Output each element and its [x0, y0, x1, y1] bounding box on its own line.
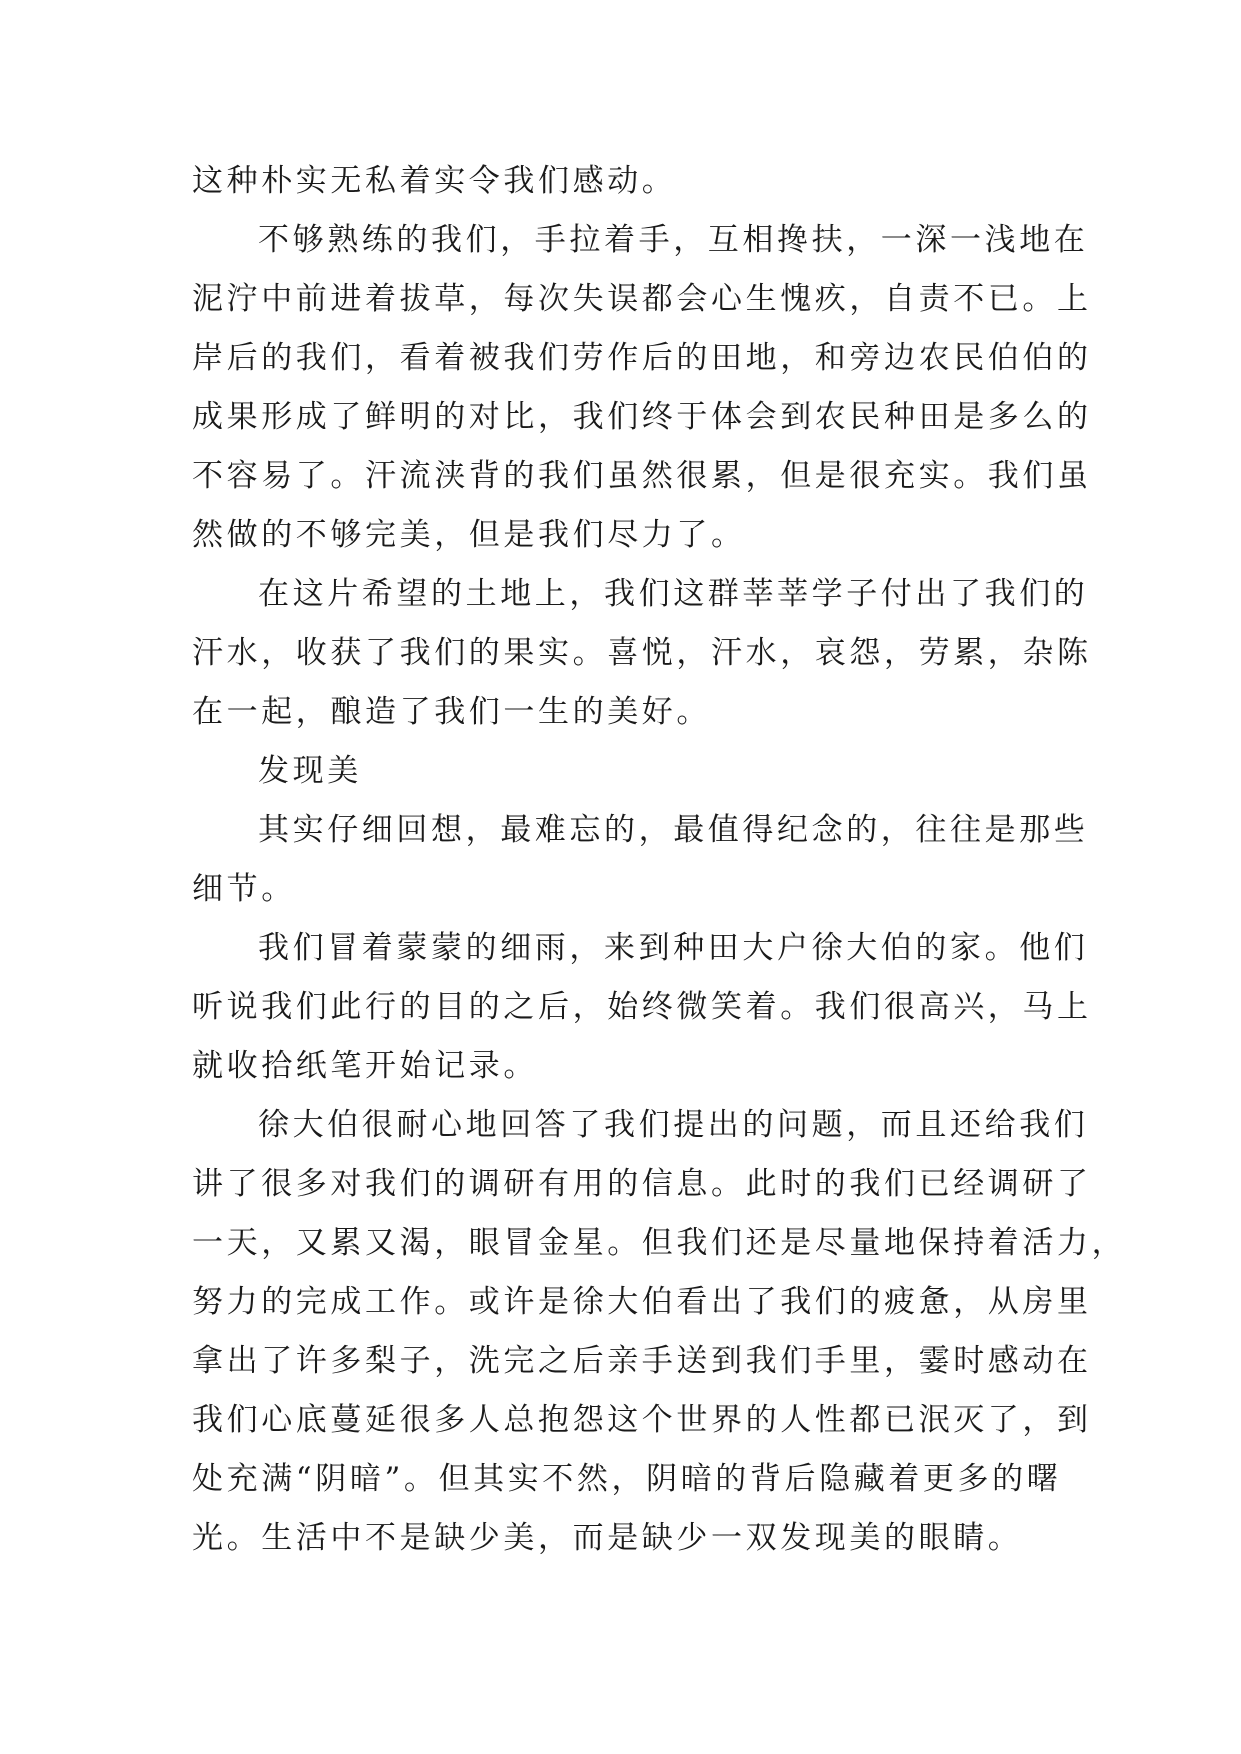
- section-heading: 发现美: [258, 753, 362, 789]
- paragraph-first-line: 其实仔细回想，最难忘的，最值得纪念的，往往是那些: [258, 812, 1089, 848]
- text-line: 这种朴实无私着实令我们感动。: [192, 163, 677, 199]
- text-line: 努力的完成工作。或许是徐大伯看出了我们的疲惫，从房里: [192, 1284, 1092, 1320]
- paragraph-first-line: 不够熟练的我们，手拉着手，互相搀扶，一深一浅地在: [258, 222, 1089, 258]
- text-line: 成果形成了鲜明的对比，我们终于体会到农民种田是多么的: [192, 399, 1092, 435]
- paragraph-first-line: 在这片希望的土地上，我们这群莘莘学子付出了我们的: [258, 576, 1089, 612]
- text-line: 讲了很多对我们的调研有用的信息。此时的我们已经调研了: [192, 1166, 1092, 1202]
- text-line: 泥泞中前进着拔草，每次失误都会心生愧疚，自责不已。上: [192, 281, 1092, 317]
- text-line: 岸后的我们，看着被我们劳作后的田地，和旁边农民伯伯的: [192, 340, 1092, 376]
- text-line: 细节。: [192, 871, 296, 907]
- text-line: 光。生活中不是缺少美，而是缺少一双发现美的眼睛。: [192, 1520, 1023, 1556]
- text-line: 一天，又累又渴，眼冒金星。但我们还是尽量地保持着活力，: [192, 1225, 1127, 1261]
- text-line: 然做的不够完美，但是我们尽力了。: [192, 517, 746, 553]
- text-line: 不容易了。汗流浃背的我们虽然很累，但是很充实。我们虽: [192, 458, 1092, 494]
- text-line: 就收拾纸笔开始记录。: [192, 1048, 538, 1084]
- text-line: 我们心底蔓延很多人总抱怨这个世界的人性都已泯灭了，到: [192, 1402, 1092, 1438]
- text-line: 处充满“阴暗”。但其实不然，阴暗的背后隐藏着更多的曙: [192, 1461, 1062, 1497]
- text-line: 听说我们此行的目的之后，始终微笑着。我们很高兴，马上: [192, 989, 1092, 1025]
- document-body: [192, 152, 1127, 1568]
- paragraph-first-line: 我们冒着蒙蒙的细雨，来到种田大户徐大伯的家。他们: [258, 930, 1089, 966]
- paragraph-first-line: 徐大伯很耐心地回答了我们提出的问题，而且还给我们: [258, 1107, 1089, 1143]
- text-line: 拿出了许多梨子，洗完之后亲手送到我们手里，霎时感动在: [192, 1343, 1092, 1379]
- text-line: 在一起，酿造了我们一生的美好。: [192, 694, 711, 730]
- text-line: 汗水，收获了我们的果实。喜悦，汗水，哀怨，劳累，杂陈: [192, 635, 1092, 671]
